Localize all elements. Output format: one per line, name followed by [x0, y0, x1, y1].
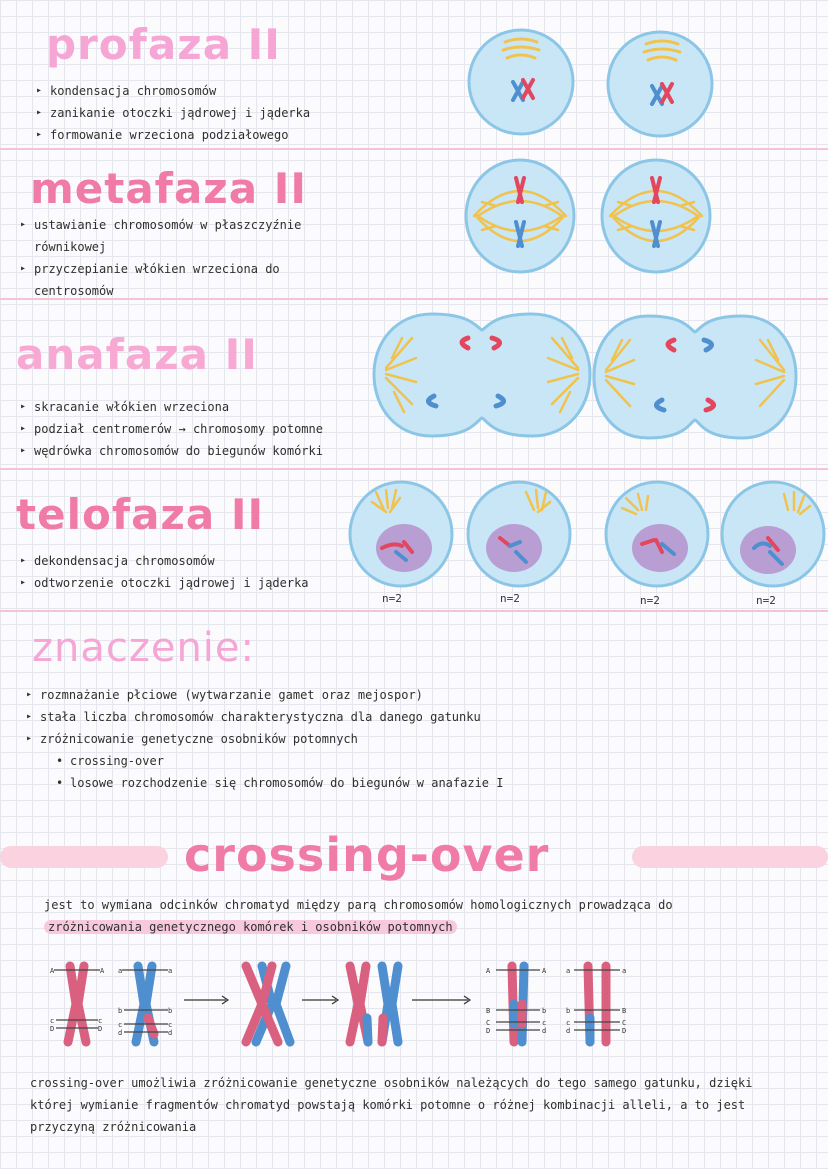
allele-label: d [168, 1029, 173, 1037]
list-item: • crossing-over [56, 750, 586, 772]
metafaza-cell-1 [462, 156, 586, 280]
allele-label: c [118, 1021, 123, 1029]
section-title-crossing-over: crossing-over [184, 828, 550, 882]
section-divider [0, 298, 828, 300]
section-title-znaczenie: znaczenie: [32, 625, 256, 671]
allele-label: c [98, 1017, 103, 1025]
anafaza-cell-1 [372, 308, 592, 440]
list-item: ▸ wędrówka chromosomów do biegunów komórki [20, 440, 440, 462]
allele-label: B [622, 1007, 627, 1015]
allele-label: b [118, 1007, 123, 1015]
allele-label: A [486, 967, 491, 975]
list-item: • losowe rozchodzenie się chromosomów do biegunów w anafazie I [56, 772, 586, 794]
metafaza-bullet-list [20, 214, 340, 302]
allele-label: C [622, 1019, 627, 1027]
ploidy-label: n=2 [500, 592, 520, 605]
allele-label: c [566, 1019, 571, 1027]
allele-label: b [566, 1007, 571, 1015]
crossing-definition [44, 894, 804, 938]
section-divider [0, 610, 828, 612]
crossing-over-diagram [40, 958, 740, 1068]
list-item: ▸ przyczepianie włókien wrzeciona do centrosomów [20, 258, 340, 302]
list-item: ▸ stała liczba chromosomów charakterystyczna dla danego gatunku [26, 706, 586, 728]
list-item: ▸ formowanie wrzeciona podziałowego [36, 124, 436, 146]
list-item: ▸ odtworzenie otoczki jądrowej i jąderka [20, 572, 360, 594]
section-title-profaza: profaza II [46, 20, 281, 69]
title-band-right [632, 846, 828, 868]
allele-label: D [50, 1025, 55, 1033]
ploidy-label: n=2 [640, 594, 660, 607]
telofaza-cell-2 [464, 478, 574, 590]
definition-text: jest to wymiana odcinków chromatyd między parą chromosomów homologicznych prowadząca do [44, 898, 673, 912]
profaza-cell-1 [465, 22, 585, 142]
list-item: ▸ podział centromerów → chromosomy potomne [20, 418, 440, 440]
allele-label: A [50, 967, 55, 975]
list-item [26, 728, 586, 794]
allele-label: d [566, 1027, 571, 1035]
anafaza-cell-2 [592, 310, 798, 442]
list-item: ▸ zanikanie otoczki jądrowej i jąderka [36, 102, 436, 124]
list-item: ▸ dekondensacja chromosomów [20, 550, 360, 572]
ploidy-label: n=2 [756, 594, 776, 607]
allele-label: c [542, 1019, 547, 1027]
metafaza-cell-2 [598, 156, 722, 280]
section-divider [0, 148, 828, 150]
allele-label: D [98, 1025, 103, 1033]
telofaza-bullet-list [20, 550, 360, 594]
allele-label: D [622, 1027, 627, 1035]
allele-label: D [486, 1027, 491, 1035]
allele-label: C [486, 1019, 491, 1027]
definition-highlight: zróżnicowania genetycznego komórek i osobników potomnych [44, 920, 457, 934]
list-item: ▸ skracanie włókien wrzeciona [20, 396, 440, 418]
telofaza-cell-3 [602, 478, 712, 590]
crossing-summary: crossing-over umożliwia zróżnicowanie genetyczne osobników należących do tego samego gatunku, dzięki której wymianie fragmentów chromatyd powstają komórki potomne o różnej kombinacji alleli, a to jest przyczyną zróżnicowania [30, 1076, 753, 1134]
profaza-bullet-list [36, 80, 436, 146]
allele-label: b [168, 1007, 173, 1015]
ploidy-label: n=2 [382, 592, 402, 605]
allele-label: A [542, 967, 547, 975]
allele-label: c [50, 1017, 55, 1025]
title-band-left [0, 846, 168, 868]
allele-label: A [100, 967, 105, 975]
section-title-telofaza: telofaza II [16, 490, 265, 539]
allele-label: b [542, 1007, 547, 1015]
allele-label: a [168, 967, 173, 975]
allele-label: d [118, 1029, 123, 1037]
allele-label: a [566, 967, 571, 975]
section-title-metafaza: metafaza II [30, 164, 307, 213]
znaczenie-sub-list [40, 750, 586, 794]
allele-label: d [542, 1027, 547, 1035]
allele-label: c [168, 1021, 173, 1029]
allele-label: a [622, 967, 627, 975]
profaza-cell-2 [604, 24, 724, 144]
section-title-anafaza: anafaza II [16, 330, 258, 379]
list-item: ▸ kondensacja chromosomów [36, 80, 436, 102]
list-item: ▸ rozmnażanie płciowe (wytwarzanie gamet oraz mejospor) [26, 684, 586, 706]
list-item-label: zróżnicowanie genetyczne osobników potomnych [40, 732, 358, 746]
znaczenie-bullet-list [26, 684, 586, 794]
telofaza-cell-4 [718, 478, 828, 590]
section-divider [0, 468, 828, 470]
allele-label: B [486, 1007, 491, 1015]
allele-label: a [118, 967, 123, 975]
telofaza-cell-1 [346, 478, 456, 590]
list-item: ▸ ustawianie chromosomów w płaszczyźnie równikowej [20, 214, 340, 258]
